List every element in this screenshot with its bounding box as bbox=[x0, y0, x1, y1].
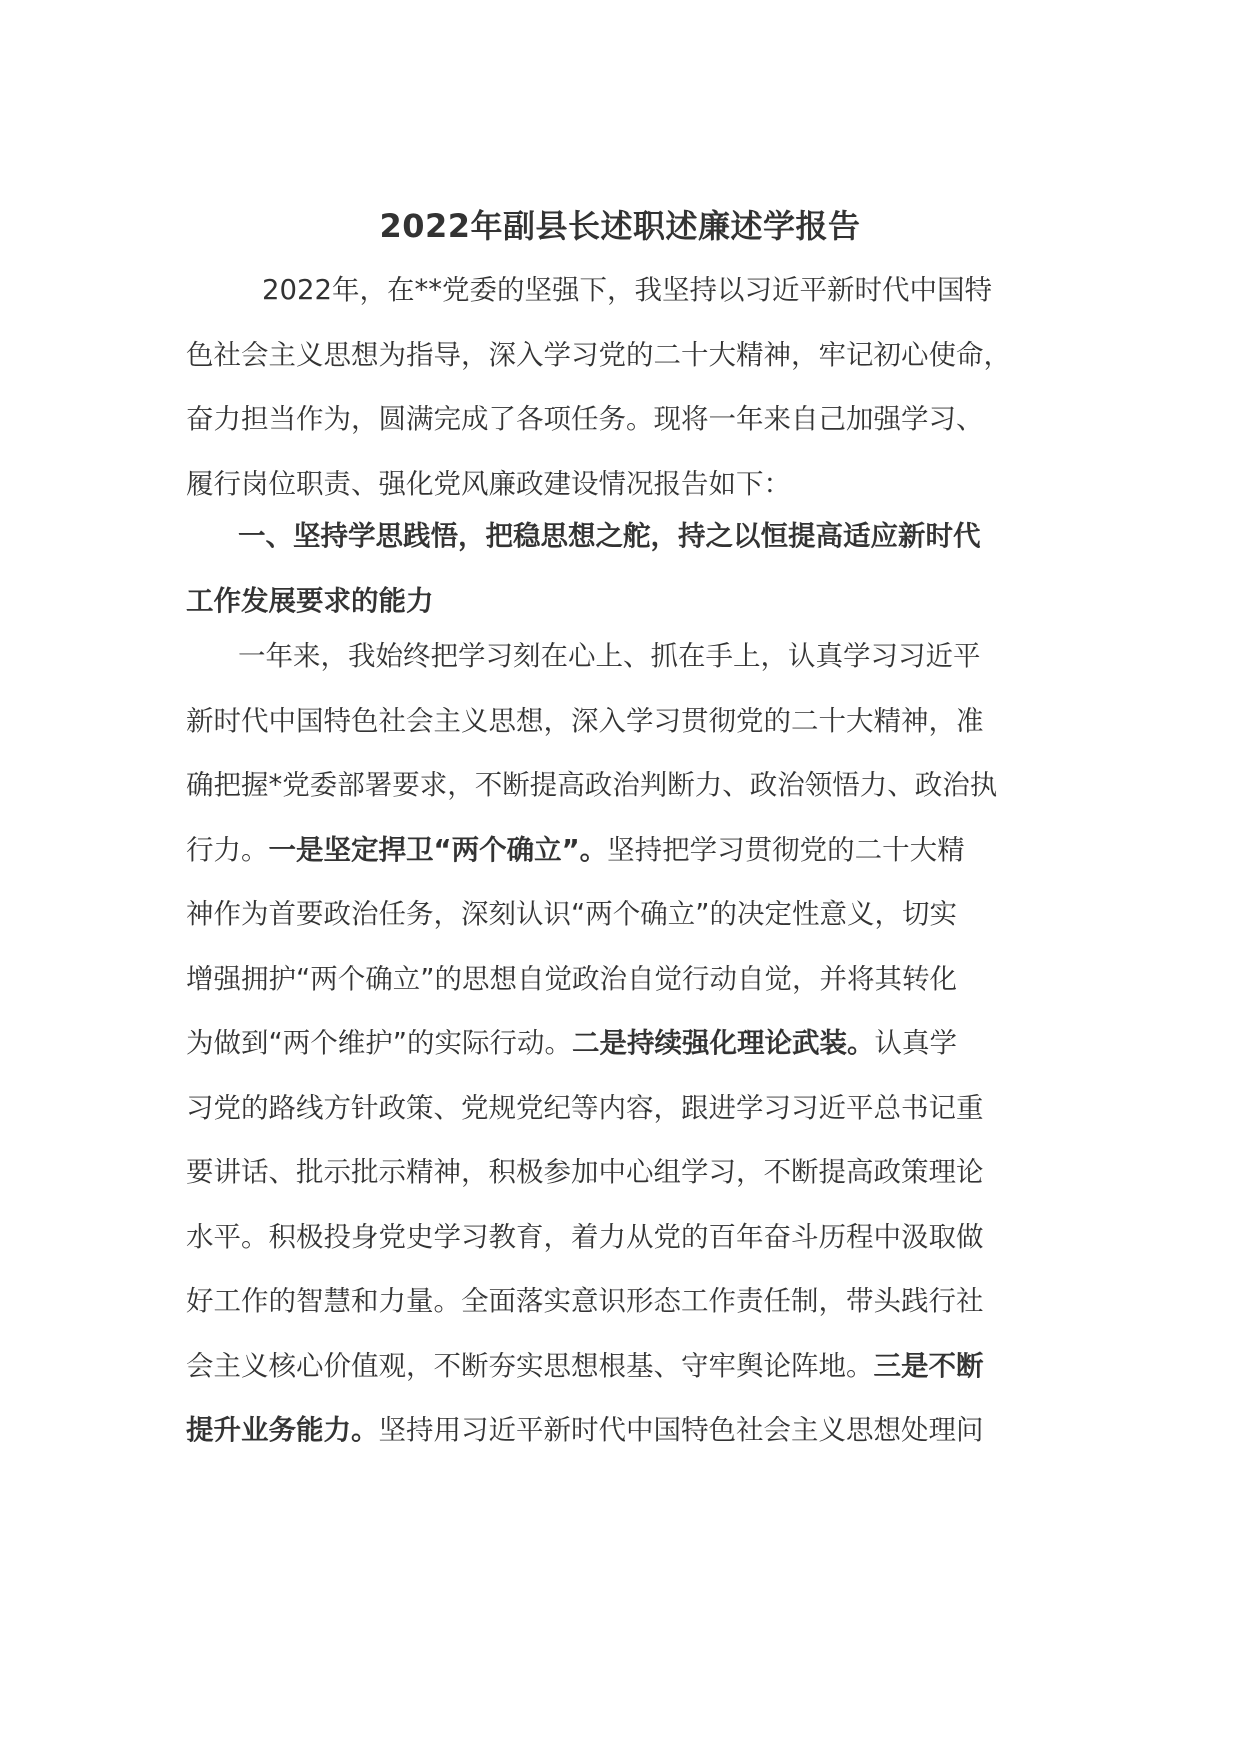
paragraph-line: 习党的路线方针政策、党规党纪等内容，跟进学习习近平总书记重 bbox=[186, 1091, 984, 1124]
intro-line: 履行岗位职责、强化党风廉政建设情况报告如下： bbox=[186, 467, 791, 500]
bold-point-2: 二是持续强化理论武装。 bbox=[572, 1027, 875, 1059]
text-run: 认真学 bbox=[874, 1027, 957, 1059]
intro-line: 色社会主义思想为指导，深入学习党的二十大精神，牢记初心使命， bbox=[186, 338, 1011, 371]
paragraph-line: 增强拥护“两个确立”的思想自觉政治自觉行动自觉，并将其转化 bbox=[186, 962, 957, 995]
paragraph-line: 神作为首要政治任务，深刻认识“两个确立”的决定性意义，切实 bbox=[186, 898, 957, 930]
paragraph-line bbox=[186, 1334, 1054, 1399]
paragraph-line: 新时代中国特色社会主义思想，深入学习贯彻党的二十大精神，准 bbox=[186, 704, 984, 737]
paragraph-line: 要讲话、批示批示精神，积极参加中心组学习，不断提高政策理论 bbox=[186, 1156, 984, 1188]
paragraph-line: 好工作的智慧和力量。全面落实意识形态工作责任制，带头践行社 bbox=[186, 1285, 984, 1317]
bold-point-3: 三是不断 bbox=[873, 1349, 984, 1382]
text-run: 为做到“两个维护”的实际行动。 bbox=[186, 1027, 572, 1059]
paragraph-line: 确把握*党委部署要求，不断提高政治判断力、政治领悟力、政治执 bbox=[186, 769, 998, 801]
text-run: 坚持用习近平新时代中国特色社会主义思想处理问 bbox=[378, 1414, 984, 1446]
intro-line: 奋力担当作为，圆满完成了各项任务。现将一年来自己加强学习、 bbox=[186, 403, 984, 435]
document-title: 2022年副县长述职述廉述学报告 bbox=[379, 207, 861, 245]
section-heading-line: 工作发展要求的能力 bbox=[186, 584, 434, 617]
paragraph-line: 一年来，我始终把学习刻在心上、抓在手上，认真学习习近平 bbox=[238, 640, 981, 672]
paragraph-line bbox=[186, 1011, 1054, 1076]
section-heading-line: 一、坚持学思践悟，把稳思想之舵，持之以恒提高适应新时代 bbox=[238, 520, 981, 552]
intro-line: 2022年，在**党委的坚强下，我坚持以习近平新时代中国特 bbox=[262, 274, 992, 306]
section-paragraph bbox=[186, 624, 1054, 1463]
text-run: 坚持把学习贯彻党的二十大精 bbox=[607, 833, 965, 866]
bold-point-1: 一是坚定捍卫“两个确立”。 bbox=[268, 833, 608, 866]
section-heading bbox=[186, 504, 1054, 633]
bold-point-3-cont: 提升业务能力。 bbox=[186, 1414, 379, 1446]
paragraph-line: 水平。积极投身党史学习教育，着力从党的百年奋斗历程中汲取做 bbox=[186, 1220, 984, 1253]
text-run: 行力。 bbox=[186, 833, 269, 866]
paragraph-line bbox=[186, 818, 1054, 883]
paragraph-line bbox=[186, 1398, 1054, 1463]
intro-paragraph bbox=[186, 258, 1054, 516]
text-run: 会主义核心价值观，不断夯实思想根基、守牢舆论阵地。 bbox=[186, 1349, 874, 1382]
